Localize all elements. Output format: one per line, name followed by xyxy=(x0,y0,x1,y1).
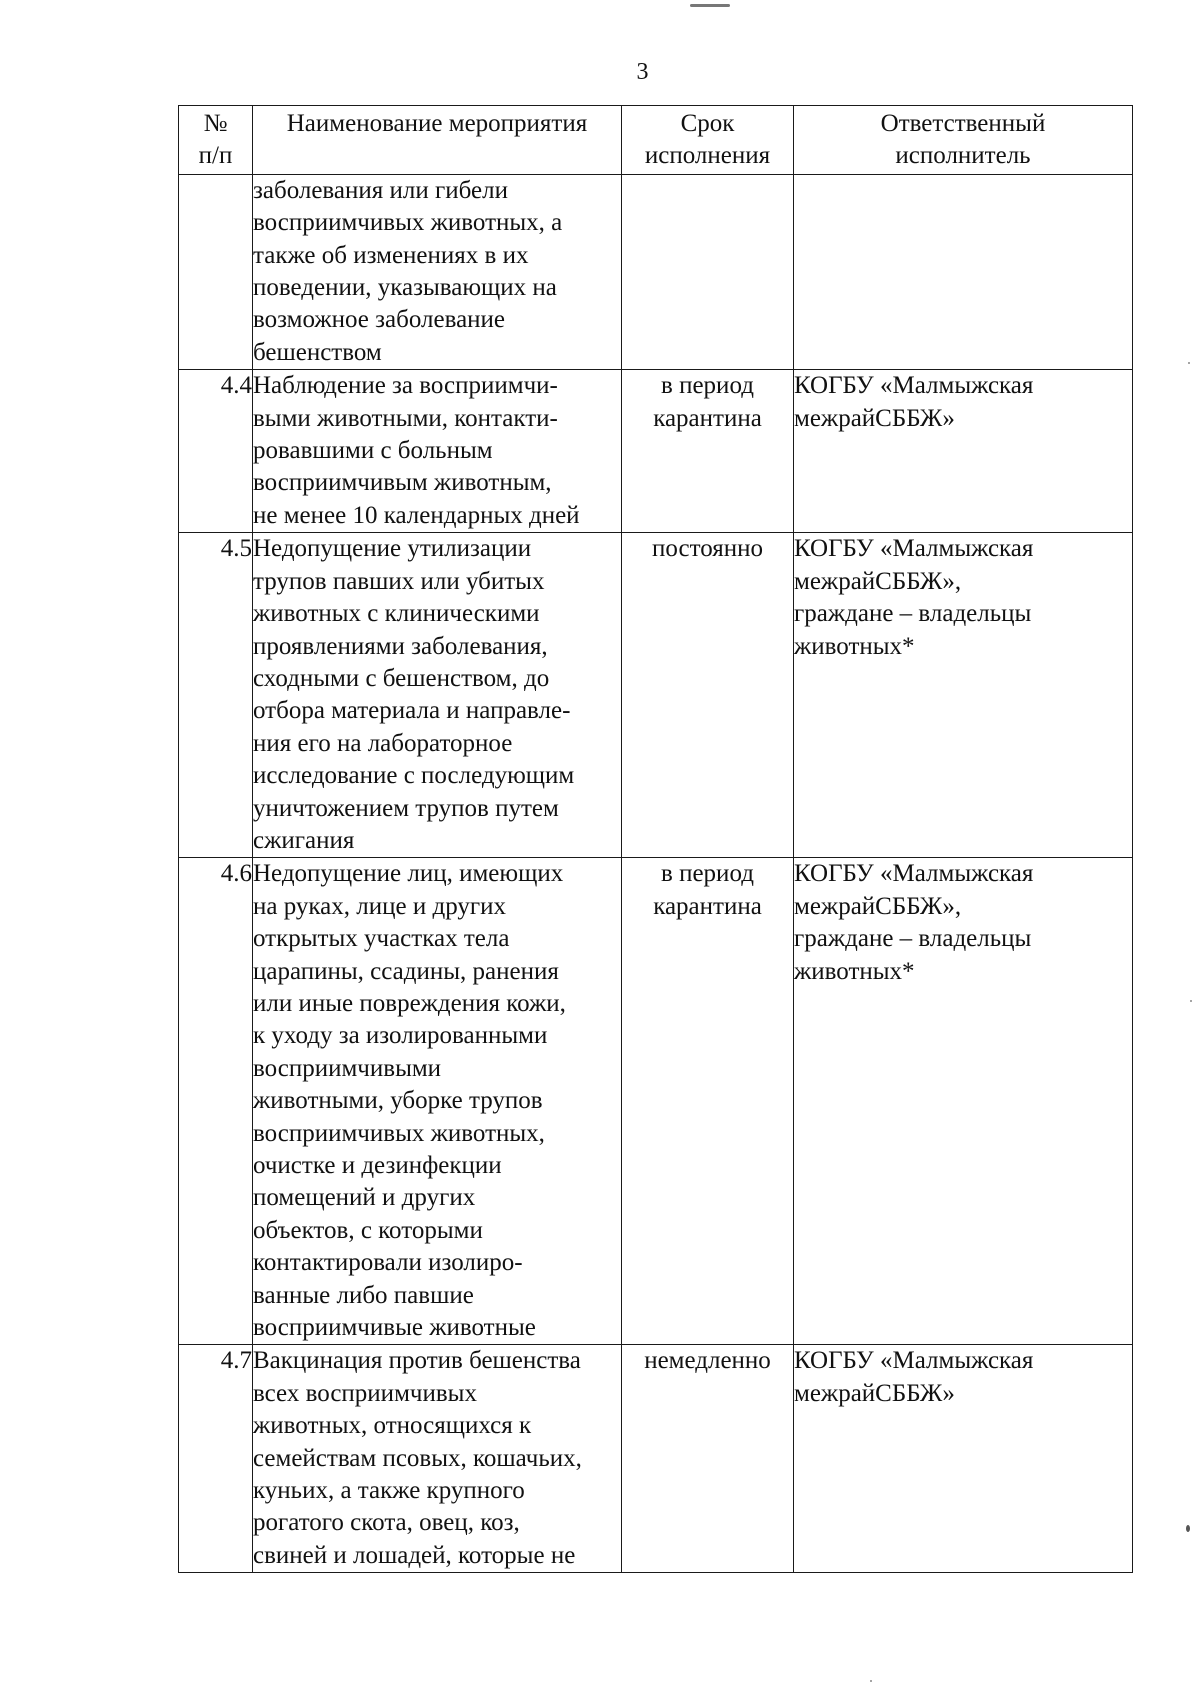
text-line: проявлениями заболевания, xyxy=(253,632,548,660)
text-line: карантина xyxy=(653,404,762,432)
text-line: сжигания xyxy=(253,826,355,854)
text-line: не менее 10 календарных дней xyxy=(253,501,580,529)
text-line: бешенством xyxy=(253,338,382,366)
text-line: КОГБУ «Малмыжская xyxy=(794,1347,1034,1375)
text-line: куньих, а также крупного xyxy=(253,1477,525,1505)
measure-name xyxy=(253,1345,622,1573)
text-line: межрайСББЖ» xyxy=(794,1379,955,1407)
text-line: немедленно xyxy=(644,1347,771,1375)
scan-speck xyxy=(870,1680,872,1682)
table-row xyxy=(179,370,1133,533)
text-line: п/п xyxy=(198,142,233,170)
measure-name xyxy=(253,370,622,533)
text-line: открытых участках тела xyxy=(253,925,510,953)
text-line: № xyxy=(203,110,228,137)
text-line: постоянно xyxy=(652,535,763,563)
text-line: уничтожением трупов путем xyxy=(253,794,559,822)
text-line: восприимчивых животных, а xyxy=(253,209,563,237)
scan-speck xyxy=(1186,1525,1190,1532)
measure-name xyxy=(253,858,622,1345)
measure-term xyxy=(622,370,794,533)
text-line: отбора материала и направле- xyxy=(253,697,571,725)
scan-speck xyxy=(690,4,730,7)
text-line: сходными с бешенством, до xyxy=(253,664,550,692)
text-line: ния его на лабораторное xyxy=(253,729,513,757)
header-num xyxy=(179,106,253,175)
row-number: 4.4 xyxy=(179,370,253,533)
text-line: межрайСББЖ» xyxy=(794,404,955,432)
text-line: КОГБУ «Малмыжская xyxy=(794,535,1034,563)
text-line: животных с клиническими xyxy=(253,600,540,628)
table-row xyxy=(179,174,1133,369)
row-number xyxy=(179,174,253,369)
text-line: семействам псовых, кошачьих, xyxy=(253,1444,582,1472)
text-line: Недопущение утилизации xyxy=(253,535,532,563)
header-term xyxy=(622,106,794,175)
text-line: животных, относящихся к xyxy=(253,1412,532,1440)
text-line: Наименование мероприятия xyxy=(286,110,588,137)
text-line: карантина xyxy=(653,892,762,920)
measures-table xyxy=(178,105,1133,1573)
text-line: также об изменениях в их xyxy=(253,241,529,269)
table-row xyxy=(179,533,1133,858)
measure-term xyxy=(622,1345,794,1573)
table-row xyxy=(179,858,1133,1345)
text-line: всех восприимчивых xyxy=(253,1379,477,1407)
text-line: Наблюдение за восприимчи- xyxy=(253,372,558,400)
text-line: восприимчивых животных, xyxy=(253,1119,545,1147)
measure-responsible xyxy=(794,533,1133,858)
text-line: помещений и других xyxy=(253,1184,476,1212)
table-row xyxy=(179,1345,1133,1573)
text-line: объектов, с которыми xyxy=(253,1216,483,1244)
header-name xyxy=(253,106,622,175)
text-line: КОГБУ «Малмыжская xyxy=(794,372,1034,400)
text-line: Недопущение лиц, имеющих xyxy=(253,860,564,888)
text-line: животных* xyxy=(794,957,915,985)
text-line: животных* xyxy=(794,632,915,660)
text-line: свиней и лошадей, которые не xyxy=(253,1541,576,1569)
text-line: возможное заболевание xyxy=(253,306,506,334)
measure-term xyxy=(622,858,794,1345)
text-line: восприимчивыми xyxy=(253,1054,442,1082)
text-line: ровавшими с больным xyxy=(253,437,493,465)
text-line: заболевания или гибели xyxy=(253,176,508,204)
text-line: или иные повреждения кожи, xyxy=(253,989,566,1017)
text-line: Вакцинация против бешенства xyxy=(253,1347,581,1375)
text-line: восприимчивые животные xyxy=(253,1314,536,1342)
text-line: царапины, ссадины, ранения xyxy=(253,957,559,985)
text-line: Ответственный xyxy=(880,110,1046,137)
row-number: 4.6 xyxy=(179,858,253,1345)
text-line: контактировали изолиро- xyxy=(253,1249,523,1277)
text-line: восприимчивым животным, xyxy=(253,469,552,497)
measure-responsible xyxy=(794,174,1133,369)
text-line: на руках, лице и других xyxy=(253,892,506,920)
measure-name xyxy=(253,174,622,369)
measure-responsible xyxy=(794,370,1133,533)
text-line: КОГБУ «Малмыжская xyxy=(794,860,1034,888)
text-line: в период xyxy=(661,372,754,400)
scan-speck xyxy=(1188,362,1190,364)
text-line: исполнения xyxy=(644,142,771,170)
text-line: Срок xyxy=(680,110,735,137)
measure-name xyxy=(253,533,622,858)
measure-responsible xyxy=(794,1345,1133,1573)
measure-term xyxy=(622,533,794,858)
text-line: в период xyxy=(661,860,754,888)
text-line: исполнитель xyxy=(895,142,1031,170)
measure-term xyxy=(622,174,794,369)
text-line: исследование с последующим xyxy=(253,762,575,790)
text-line: поведении, указывающих на xyxy=(253,274,557,302)
text-line: животными, уборке трупов xyxy=(253,1087,543,1115)
table-header-row xyxy=(179,106,1133,175)
text-line: выми животными, контакти- xyxy=(253,404,558,432)
header-responsible xyxy=(794,106,1133,175)
row-number: 4.7 xyxy=(179,1345,253,1573)
text-line: трупов павших или убитых xyxy=(253,567,545,595)
text-line: ванные либо павшие xyxy=(253,1281,474,1309)
text-line: межрайСББЖ», xyxy=(794,892,962,920)
text-line: рогатого скота, овец, коз, xyxy=(253,1509,520,1537)
scan-speck xyxy=(1190,1000,1192,1002)
text-line: к уходу за изолированными xyxy=(253,1022,548,1050)
text-line: очистке и дезинфекции xyxy=(253,1152,502,1179)
row-number: 4.5 xyxy=(179,533,253,858)
text-line: граждане – владельцы xyxy=(794,925,1032,953)
text-line: граждане – владельцы xyxy=(794,600,1032,628)
measure-responsible xyxy=(794,858,1133,1345)
page-number: 3 xyxy=(636,59,649,85)
text-line: межрайСББЖ», xyxy=(794,567,962,595)
